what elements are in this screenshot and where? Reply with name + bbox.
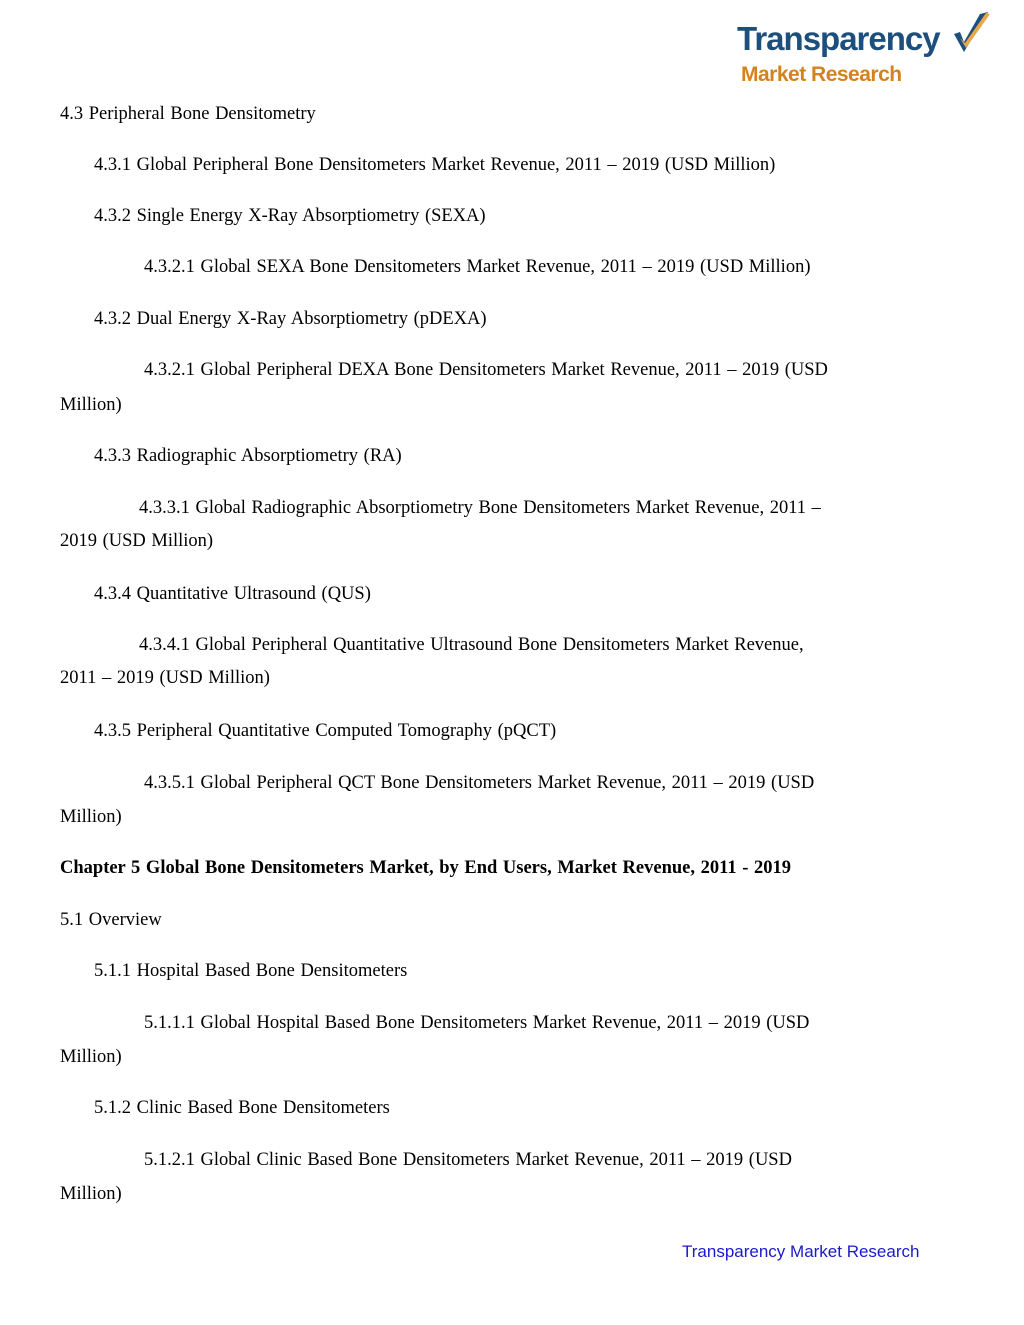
toc-item-4-3-2-sexa: 4.3.2 Single Energy X-Ray Absorptiometry (SEXA) — [94, 206, 486, 226]
toc-item-5-1-2-1-cont: Million) — [60, 1184, 122, 1204]
toc-item-4-3-4-1: 4.3.4.1 Global Peripheral Quantitative Ultrasound Bone Densitometers Market Revenue, — [139, 635, 804, 655]
toc-item-5-1: 5.1 Overview — [60, 910, 162, 930]
toc-item-4-3-3-1: 4.3.3.1 Global Radiographic Absorptiometry Bone Densitometers Market Revenue, 2011 – — [139, 498, 821, 518]
toc-item-4-3-5-1: 4.3.5.1 Global Peripheral QCT Bone Densitometers Market Revenue, 2011 – 2019 (USD — [144, 773, 815, 793]
toc-item-4-3-3-1-cont: 2019 (USD Million) — [60, 531, 214, 551]
logo-line2: Market Research — [741, 63, 902, 86]
toc-chapter-5: Chapter 5 Global Bone Densitometers Market, by End Users, Market Revenue, 2011 - 2019 — [60, 858, 792, 878]
toc-item-4-3-2-1-sexa: 4.3.2.1 Global SEXA Bone Densitometers Market Revenue, 2011 – 2019 (USD Million) — [144, 257, 811, 277]
toc-item-4-3-2-pdexa: 4.3.2 Dual Energy X-Ray Absorptiometry (pDEXA) — [94, 309, 487, 329]
toc-item-4-3-5: 4.3.5 Peripheral Quantitative Computed Tomography (pQCT) — [94, 721, 557, 741]
toc-item-5-1-2: 5.1.2 Clinic Based Bone Densitometers — [94, 1098, 390, 1118]
toc-item-4-3-4-1-cont: 2011 – 2019 (USD Million) — [60, 668, 270, 688]
logo-line1: Transparency — [737, 20, 940, 57]
checkmark-icon — [950, 8, 992, 64]
toc-item-4-3: 4.3 Peripheral Bone Densitometry — [60, 104, 316, 124]
toc-item-4-3-2-1-dexa: 4.3.2.1 Global Peripheral DEXA Bone Densitometers Market Revenue, 2011 – 2019 (USD — [144, 360, 828, 380]
toc-item-4-3-3: 4.3.3 Radiographic Absorptiometry (RA) — [94, 446, 402, 466]
toc-item-4-3-5-1-cont: Million) — [60, 807, 122, 827]
footer-company-name: Transparency Market Research — [682, 1242, 920, 1261]
toc-item-5-1-2-1: 5.1.2.1 Global Clinic Based Bone Densitometers Market Revenue, 2011 – 2019 (USD — [144, 1150, 792, 1170]
toc-item-5-1-1: 5.1.1 Hospital Based Bone Densitometers — [94, 961, 408, 981]
toc-item-4-3-2-1-dexa-cont: Million) — [60, 395, 122, 415]
toc-item-5-1-1-1: 5.1.1.1 Global Hospital Based Bone Densitometers Market Revenue, 2011 – 2019 (USD — [144, 1013, 810, 1033]
toc-item-4-3-4: 4.3.4 Quantitative Ultrasound (QUS) — [94, 584, 371, 604]
toc-item-4-3-1: 4.3.1 Global Peripheral Bone Densitometers Market Revenue, 2011 – 2019 (USD Million) — [94, 155, 776, 175]
toc-item-5-1-1-1-cont: Million) — [60, 1047, 122, 1067]
company-logo — [737, 8, 991, 88]
